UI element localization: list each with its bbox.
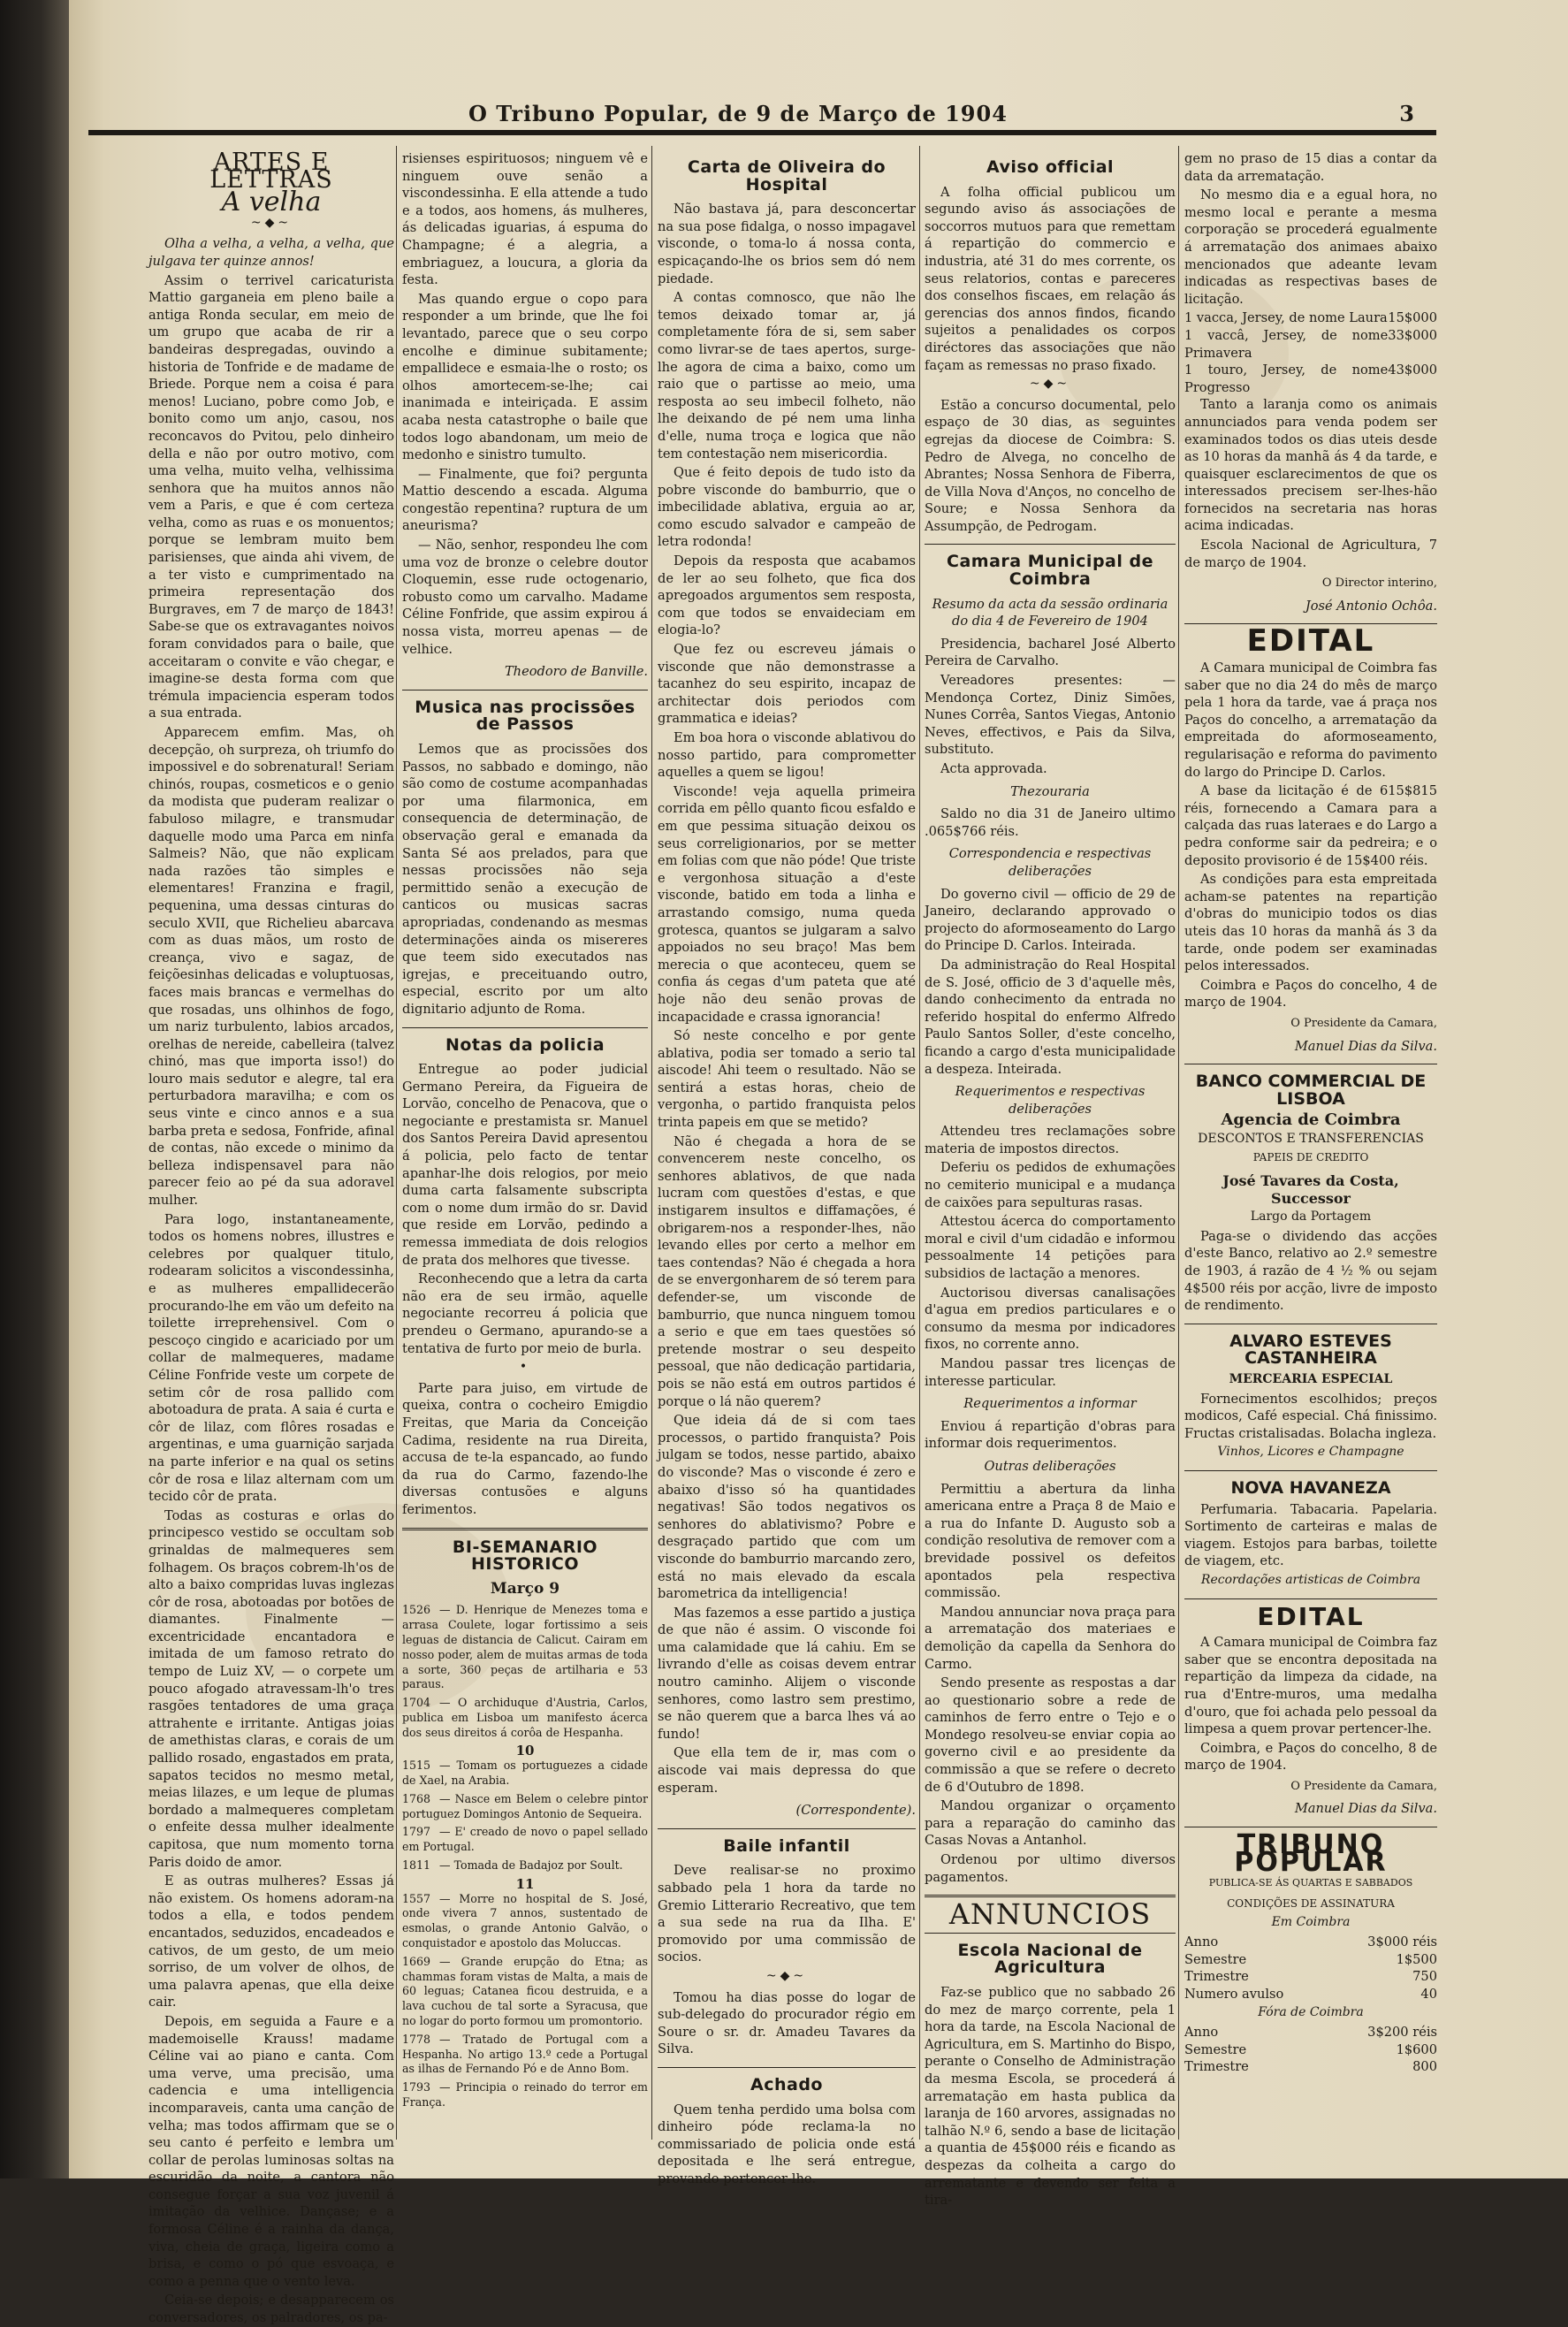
subheading-thezouraria: Thezouraria (1010, 783, 1090, 799)
paragraph: Não é chegada a hora de se convencerem neste concelho, os senhores ablativos, de que nada lucram com questões d'estas, e que instigarem insultos e diffamações, é obrigarem-nos a responder-lhes, não levando elles por certo a melhor em taes contendas? Não é chegada a hora de se envergonharem de só terem para defender-se, um visconde de bamburrio, que nunca ninguem tomou a serio e que em taes questões só pretende mostrar o seu despeito pessoal, que não dedicação partidaria, pois se não está em outros partidos é porque o lá não querem? (658, 1133, 916, 1409)
divider (658, 2067, 916, 2068)
paragraph: Que é feito depois de tudo isto da pobre visconde do bamburrio, que o imbecilidade ablativa, erguia ao ar, como escudo salvador e campeão de letra rodonda! (658, 465, 916, 550)
ad-banco-sub: Agencia de Coimbra (1221, 1110, 1401, 1130)
signature: (Correspondente). (795, 1803, 916, 1819)
paragraph: Enviou á repartição d'obras para informar dois requerimentos. (925, 1418, 1176, 1452)
section-historico: BI-SEMANARIO HISTORICO (452, 1537, 598, 1575)
column-divider (396, 146, 397, 2140)
paragraph: Tomou ha dias posse do logar de sub-delegado do procurador régio em Soure o sr. dr. Amadeu Tavares da Silva. (658, 1989, 916, 2057)
paragraph: Deferiu os pedidos de exhumações no cemiterio municipal e a mudança de caixões para sepulturas rasas. (925, 1160, 1176, 1210)
section-edital: EDITAL (1246, 623, 1375, 660)
divider (1184, 1470, 1437, 1471)
historico-entry: 1793 — Principia o reinado do terror em França. (402, 2080, 648, 2110)
tribuno-title: TRIBUNO POPULAR (1234, 1829, 1388, 1878)
divider (402, 1027, 648, 1028)
paragraph: Para logo, instantaneamente, todos os homens nobres, illustres e celebres por qualquer titulo, rodearam solicitos a viscondessinha, e as mulheres empallidecerão procurando-lhe em vão um defeito na toilette irreprehensivel. Com o pescoço cingido e acariciado por um collar de malmequeres, madame Céline Fonfride veste um corpete de setim côr de rosa pallido com abotoadura de prata. A saia é curta e côr de lilaz, com flôres rosadas e argentinas, e uma guarnição sarjada na parte inferior e na qual os setins côr de rosa e lilaz alternam com um tecido côr de prata. (148, 1211, 394, 1505)
historico-entry: 1515 — Tomam os portuguezes a cidade de Xael, na Arabia. (402, 1759, 648, 1788)
ornament: • (519, 1360, 531, 1375)
paragraph: Perfumaria. Tabacaria. Papelaria. Sortimento de carteiras e malas de viagem. Estojos para barbas, toilette de viagem, etc. (1184, 1501, 1437, 1569)
section-camara-municipal: Camara Municipal de Coimbra (947, 552, 1153, 590)
paragraph: Vereadores presentes: — Mendonça Cortez, Diniz Simões, Nunes Corrêa, Santos Viegas, Antonio Neves, effectivos, e Pais da Silva, substituto. (925, 673, 1176, 758)
paragraph: Que ideia dá de si com taes processos, o partido franquista? Pois julgam se todos, nesse partido, abaixo do visconde? Mas o visconde é zero e abaixo d'isso só ha quantidades negativas! São todos negativos os senhores do ablativismo? Pobre e desgraçado partido que com um visconde do bamburrio marcando zero, está no mais elevado da escala barometrica da intelligencia! (658, 1413, 916, 1602)
paragraph: Reconhecendo que a letra da carta não era de seu irmão, aquelle negociante recorreu á policia que prendeu o Germano, apurando-se a tentativa de furto por meio de burla. (402, 1271, 648, 1356)
historico-day-label: 10 (515, 1743, 535, 1759)
section-policia: Notas da policia (445, 1034, 605, 1055)
section-annuncios: ANNUNCIOS (948, 1897, 1152, 1932)
price-row: Trimestre 750 (1184, 1969, 1437, 1985)
section-aviso-official: Aviso official (986, 157, 1115, 177)
paragraph: Escola Nacional de Agricultura, 7 de março de 1904. (1184, 538, 1437, 570)
paragraph: Coimbra e Paços do concelho, 4 de março de 1904. (1184, 977, 1437, 1011)
paragraph: Em boa hora o visconde ablativou do nosso partido, para comprometter aquelles a quem se ligou! (658, 730, 916, 781)
column-divider (919, 146, 920, 2140)
paragraph: Mas quando ergue o copo para responder a um brinde, que lhe foi levantado, parece que o seu corpo encolhe e diminue subitamente; empallidece e esmaia-lhe o rosto; os olhos amortecem-se-lhe; cai inanimada e inteiriçada. E assim acaba nesta catastrophe o baile que todos logo abandonam, um meio de medonho e sinistro tumulto. (402, 291, 648, 463)
paragraph: gem no praso de 15 dias a contar da data da arrematação. (1184, 151, 1437, 184)
tribuno-fora-coimbra: Fóra de Coimbra (1258, 2005, 1364, 2020)
paragraph: — Não, senhor, respondeu lhe com uma voz de bronze o celebre doutor Cloquemin, esse rude octogenario, robusto como um carvalho. Madame Céline Fonfride, que assim expirou á nossa vista, morreu apenas — de velhice. (402, 538, 648, 657)
paragraph: Quem tenha perdido uma bolsa com dinheiro póde reclama-la no commissariado de policia onde está depositada e lhe será entregue, provando pertencer-lhe. (658, 2102, 916, 2186)
tribuno-conditions: CONDIÇÕES DE ASSINATURA (1227, 1896, 1395, 1910)
ad-alvaro-title: ALVARO ESTEVES CASTANHEIRA (1229, 1331, 1392, 1369)
paragraph: Fornecimentos escolhidos; preços modicos, Café especial. Chá finissimo. Fructas cristalisadas. Bolacha ingleza. (1184, 1391, 1437, 1441)
paragraph: Lemos que as procissões dos Passos, no sabbado e domingo, não são como de costume acompanhadas por uma filarmonica, em consequencia de determinação, de observação geral e emanada da Santa Sé aos prelados, para que nessas procissões não seja permittido senão a execução de canticos ou musicas sacras apropriadas, condenando as mesmas determinações ainda os misereres que teem sido executados nas igrejas, e preceituando outro, especial, escrito por um alto dignitario adjunto de Roma. (402, 742, 648, 1017)
paragraph: Não bastava já, para desconcertar na sua pose fidalga, o nosso impagavel visconde, o toma-lo á nossa conta, espicaçando-lhe os brios sem dó nem piedade. (658, 202, 916, 286)
ad-alvaro-sub: MERCEARIA ESPECIAL (1229, 1372, 1393, 1386)
historico-entry: 1797 — E' creado de novo o papel sellado em Portugal. (402, 1825, 648, 1854)
ad-havaneza-line: Recordações artisticas de Coimbra (1200, 1572, 1421, 1587)
price-row: Semestre 1$600 (1184, 2041, 1437, 2057)
column-1 (148, 149, 394, 2326)
divider (925, 544, 1176, 545)
historico-entry: 1811 — Tomada de Badajoz por Soult. (402, 1858, 623, 1873)
paragraph: Estão a concurso documental, pelo espaço de 30 dias, as seguintes egrejas da diocese de Coimbra: S. Pedro de Alvega, no concelho de Abrantes; Nossa Senhora de Fiberra, de Villa Nova d'Anços, no concelho de Soure; e Nossa Senhora da Assumpção, de Pedrogam. (925, 397, 1176, 534)
historico-entry: 1778 — Tratado de Portugal com a Hespanha. No artigo 13.º cede a Portugal as ilhas de Fernando Pó e de Anno Bom. (402, 2032, 648, 2076)
paragraph: Parte para juiso, em virtude de queixa, contra o cocheiro Emigdio Freitas, que Maria da Conceição Cadima, residente na rua Direita, accusa de te-la espancado, ao fundo da rua do Carmo, fazendo-lhe diversas contusões e alguns ferimentos. (402, 1380, 648, 1517)
price-row: Numero avulso 40 (1184, 1986, 1437, 2002)
price-row: Trimestre 800 (1184, 2059, 1437, 2075)
paragraph: E as outras mulheres? Essas já não existem. Os homens adoram-na todos a ella, e todos pendem encantados, seduzidos, encadeados e cativos, de um gesto, de um meio sorriso, de um volver de olhos, de uma palavra apenas, que ella deixe cair. (148, 1873, 394, 2010)
ad-banco-line: DESCONTOS E TRANSFERENCIAS (1198, 1131, 1424, 1146)
column-5 (1184, 150, 1437, 2140)
signature: Manuel Dias da Silva. (1294, 1801, 1437, 1817)
divider (1184, 1598, 1437, 1599)
paragraph: Tanto a laranja como os animais annunciados para venda podem ser examinados todos os dias uteis desde as 10 horas da manhã ás 4 da tarde, e quaisquer esclarecimentos de que os interessados precisem ser-lhes-hão fornecidos na secretaria nas horas acima indicadas. (1184, 397, 1437, 534)
historico-entry: 1704 — O archiduque d'Austria, Carlos, publica em Lisboa um manifesto ácerca dos seus direitos á corôa de Hespanha. (402, 1696, 648, 1739)
animal-list (1184, 309, 1437, 396)
ad-havaneza-title: NOVA HAVANEZA (1230, 1477, 1391, 1498)
paragraph: A Camara municipal de Coimbra faz saber que se encontra depositada na repartição da limpeza da cidade, na rua d'Entre-muros, uma medalha d'ouro, que foi achada pelo pessoal da limpesa a quem provar pertencer-lhe. (1184, 1635, 1437, 1737)
paragraph: Mandou organizar o orçamento para a reparação do caminho das Casas Novas a Antanhol. (925, 1798, 1176, 1849)
ad-banco-name: José Tavares da Costa, Successor (1222, 1172, 1399, 1207)
paragraph: A contas comnosco, que não lhe temos deixado tomar ar, já completamente fóra de si, sem saber como livrar-se de taes apertos, surge-lhe agora de cima a baixo, como um raio que o partisse ao meio, uma resposta ao seu imbecil folheto, não lhe deixando de pé nem uma linha d'elle, numa troça e logica que não tem contestação nem misericordia. (658, 290, 916, 462)
section-achado: Achado (750, 2074, 823, 2094)
column-2 (402, 150, 648, 2140)
divider (402, 1528, 648, 1530)
subheading-requerimentos: Requerimentos e respectivas deliberações (955, 1084, 1146, 1117)
subheading-correspondencia: Correspondencia e respectivas deliberações (948, 846, 1152, 879)
paragraph: Mandou passar tres licenças de interesse particular. (925, 1356, 1176, 1389)
price-list (1184, 2024, 1437, 2076)
paragraph: Saldo no dia 31 de Janeiro ultimo .065$766 réis. (925, 806, 1176, 839)
paragraph: Sendo presente as respostas a dar ao questionario sobre a rede de caminhos de ferro entre o Tejo e o Mondego resolveu-se enviar copia ao governo civil e ao presidente da commissão a que se refere o decreto de 6 d'Outubro de 1898. (925, 1675, 1176, 1795)
section-escola-agricultura: Escola Nacional de Agricultura (957, 1940, 1143, 1978)
signature: José Antonio Ochôa. (1305, 598, 1437, 614)
paragraph: Visconde! veja aquella primeira corrida em pêllo quanto ficou esfaldo e em que pessima situação deixou os seus correligionarios, por se metter em folias com que não póde! Que triste e vergonhosa situação a d'este visconde, batido em toda a linha e arrastando comsigo, numa queda grotesca, quantos se julgaram a salvo appoiados no seu braço! Mas bem merecia o que aconteceu, quem se confia ás cegas d'um pateta que até hoje não deu senão provas de incapacidade e crassa ignorancia! (658, 783, 916, 1025)
paragraph: Só neste concelho e por gente ablativa, podia ser tomado a serio tal aiscode! Ahi teem o resultado. Não se sentirá a estas horas, cheio de vergonha, o partido franquista pelos trinta papeis em que se metido? (658, 1028, 916, 1131)
article-title-a-velha: A velha (221, 187, 322, 218)
paragraph: Da administração do Real Hospital de S. José, officio de 3 d'aquelle mês, dando conhecimento da entrada no referido hospital do enfermo Alfredo Paulo Santos Soller, d'este concelho, ficando a cargo d'esta municipalidade a despeza. Inteirada. (925, 957, 1176, 1077)
paragraph: Attendeu tres reclamações sobre materia de impostos directos. (925, 1124, 1176, 1156)
signature-title: O Presidente da Camara, (1290, 1779, 1437, 1793)
paragraph: Coimbra, e Paços do concelho, 8 de março de 1904. (1184, 1740, 1437, 1774)
divider (925, 1933, 1176, 1934)
paragraph: Deve realisar-se no proximo sabbado pela 1 hora da tarde no Gremio Litterario Recreativo, que tem a sua sede na rua da Ilha. E' promovido por uma commissão de socios. (658, 1863, 916, 1965)
paragraph: Todas as costuras e orlas do principesco vestido se occultam sob grinaldas de malmequeres sem folhagem. Os braços cobrem-lh'os de alto a baixo compridas luvas inglezas côr de rosa, abotoadas por botões de diamantes. Finalmente — excentricidade encantadora e imitada de um famoso retrato do tempo de Luiz XV, — o corpete um pouco afogado atravessam-lh'o tres rasgões tentadores de uma graça attrahente e irritante. Antigas joias de amethistas claras, e corais de um pallido rosado, engastados em prata, sapatos tecidos no mesmo metal, meias lilazes, e um leque de plumas bordado a malmequeres completam o enfeite dessa mulher idealmente capitosa, que num momento torna Paris doido de amor. (148, 1507, 394, 1870)
paragraph: Depois, em seguida a Faure e a mademoiselle Krauss! madame Céline vai ao piano e canta. Com uma verve, uma precisão, uma cadencia e uma intelligencia incomparaveis, canta uma canção de velha; mas todos affirmam que se o seu canto é perfeito e lembra um collar de perolas luminosas soltas na escuridão da noite, a cantora não consegue forçar a sua voz juvenil á imitação da velhice. Dançase; e a formosa Céline é a rainha da dança, viva, cheia de graça, ligeira como a brisa, e como o pó que esvoaça, e como a penna que o vento leva. (148, 2013, 394, 2289)
signature: Manuel Dias da Silva. (1294, 1038, 1437, 1054)
paragraph: As condições para esta empreitada acham-se patentes na repartição d'obras do municipio todos os dias uteis das 10 horas da manhã ás 3 da tarde, onde podem ser examinadas pelos interessados. (1184, 872, 1437, 974)
price-row: Anno 3$000 réis (1184, 1934, 1437, 1950)
divider (658, 1828, 916, 1829)
subheading-outras: Outras deliberações (984, 1458, 1116, 1474)
section-musica: Musica nas procissões de Passos (415, 697, 636, 735)
ornament: ~◆~ (765, 1968, 808, 1983)
paragraph: — Finalmente, que foi? pergunta Mattio descendo a escada. Alguma congestão repentina? ruptura de um aneurisma? (402, 466, 648, 534)
historico-entry: 1669 — Grande erupção do Etna; as chammas foram vistas de Malta, a mais de 60 leguas; Catanea ficou destruida, e a lava cuchou de tal sorte a Syracusa, que no logar do porto formou um promontorio. (402, 1954, 648, 2028)
animal-row: 1 vacca, Jersey, de nome Laura 15$000 (1184, 310, 1437, 326)
paragraph: Acta approvada. (940, 761, 1047, 776)
paragraph: risienses espirituosos; ninguem vê e ninguem ouve senão a viscondessinha. E ella attende a tudo e a todos, aos homens, ás mulheres, ás delicadas iguarias, á espuma do Champagne; é a alegria, a embriaguez, a loucura, a gloria da festa. (402, 151, 648, 288)
paragraph: Attestou ácerca do comportamento moral e civil d'um cidadão e informou pessoalmente 14 petições para subsidios de lactação a menores. (925, 1214, 1176, 1282)
ornament: ~◆~ (1029, 377, 1071, 392)
paragraph: Depois da resposta que acabamos de ler ao seu folheto, que fica dos apregoados argumentos sem resposta, com que todos se envaideciam em elogia-lo? (658, 553, 916, 638)
paragraph: A Camara municipal de Coimbra fas saber que no dia 24 do mês de março pela 1 hora da tarde, vae á praça nos Paços do concelho, a arrematação da empreitada do aformoseamento, regularisação e reforma do pavimento do largo do Principe D. Carlos. (1184, 660, 1437, 780)
paragraph: Auctorisou diversas canalisações d'agua em predios particulares e o consumo da mesma por indicadores fixos, no corrente anno. (925, 1285, 1176, 1353)
ad-banco-line: PAPEIS DE CREDITO (1252, 1151, 1369, 1164)
paragraph: Do governo civil — officio de 29 de Janeiro, declarando approvado o projecto do aformoseamento do Largo do Principe D. Carlos. Inteirada. (925, 886, 1176, 954)
column-divider (1178, 146, 1179, 2140)
paragraph: A folha official publicou um segundo aviso ás associações de soccorros mutuos para que remettam á repartição do commercio e industria, até 31 do mes corrente, os seus relatorios, contas e pareceres dos conselhos fiscaes, em relação ás gerencias dos annos findos, ficando sujeitos a penalidades os corpos diréctores das associações que não façam as remessas no praso fixado. (925, 184, 1176, 373)
paragraph: Que fez ou escreveu jámais o visconde que não demonstrasse a tacanhez do seu espirito, incapaz de architectar dois periodos com grammatica e ideias? (658, 642, 916, 727)
paragraph: Presidencia, bacharel José Alberto Pereira de Carvalho. (925, 636, 1176, 669)
column-4 (925, 150, 1176, 2209)
paragraph: Permittiu a abertura da linha americana entre a Praça 8 de Maio e a rua do Infante D. Augusto sob a condição resolutiva de remover com a brevidade possivel os defeitos apontados pela respectiva commissão. (925, 1481, 1176, 1601)
animal-row: 1 vaccâ, Jersey, de nome Primavera 33$000 (1184, 327, 1437, 361)
epigraph: Olha a velha, a velha, a velha, que julgava ter quinze annos! (148, 236, 394, 269)
paragraph: Mandou annunciar nova praça para a arrematação dos materiaes e demolição da capella da Senhora do Carmo. (925, 1604, 1176, 1672)
paragraph: Faz-se publico que no sabbado 26 do mez de março corrente, pela 1 hora da tarde, na Escola Nacional de Agricultura, em S. Martinho do Bispo, perante o Conselho de Administração da mesma Escola, se procederá á arrematação em hasta publica da laranja de 160 arvores, assignadas no talhão N.º 6, sendo a base de licitação a quantia de 45$000 réis e ficando as despezas da colheita a cargo do arrematante e devendo ser feita a tira- (925, 1985, 1176, 2209)
paragraph: A base da licitação é de 615$815 réis, fornecendo a Camara para a calçada das ruas lateraes e do Largo a pedra conforme sair da pedreira; e o deposito provisorio é de 15$400 réis. (1184, 783, 1437, 868)
column-divider (651, 146, 652, 2140)
paragraph: Ceia-se depois; e desapparecem os conversadores, os palradores, os pa- (148, 2293, 394, 2326)
paragraph: Assim o terrivel caricaturista Mattio garganeia em pleno baile a antiga Ronda secular, em meio de um grupo que acaba de rir a bandeiras despregadas, ouvindo a historia de Tonfride e de madame de Briede. Porque nem a coisa é para menos! Luciano, pobre como Job, e bonito como um anjo, casou, nos reconcavos do Pvitou, pelo dinheiro della e não por outro motivo, com uma velha, muito velha, velhissima senhora que ha muitos annos não vem a Paris, e que é com certeza velha, como as ruas e os monuentos; porque se lembram muito bem parisienses, que ainda ahi vivem, de a ter visto e cumprimentado na primeira representação dos Burgraves, em 7 de março de 1843! Sabe-se que os extravagantes noivos foram convidados para o baile, que acceitaram o convite e vão chegar, e imagine-se desta forma com que trémula impaciencia esperam todos a sua entrada. (148, 272, 394, 721)
section-baile-infantil: Baile infantil (723, 1835, 850, 1856)
historico-entry: 1768 — Nasce em Belem o celebre pintor portuguez Domingos Antonio de Sequeira. (402, 1791, 648, 1820)
section-artes-e-lettras: ARTES E LETTRAS (209, 149, 333, 194)
tribuno-em-coimbra: Em Coimbra (1271, 1915, 1351, 1930)
signature-title: O Director interino, (1321, 576, 1437, 591)
historico-month: Março 9 (490, 1579, 560, 1598)
paragraph: No mesmo dia e a egual hora, no mesmo local e perante a mesma corporação se procederá egualmente á arrematação dos animaes abaixo mencionados que adeante levam indicadas as respectivas bases de licitação. (1184, 187, 1437, 307)
signature: Theodoro de Banville. (504, 664, 648, 680)
column-3 (658, 150, 916, 2186)
paragraph: Paga-se o dividendo das acções d'este Banco, relativo ao 2.º semestre de 1903, á razão de 4 ½ % ou sejam 4$500 réis por acção, livre de imposto de rendimento. (1184, 1228, 1437, 1314)
paragraph: Apparecem emfim. Mas, oh decepção, oh surpreza, oh triumfo do impossivel e do sobrenatural! Seriam chinós, roupas, cosmeticos e o genio da modista que puderam realizar o fabuloso milagre, e transmudar daquelle modo uma Parca em ninfa Salmeis? Não, que não explicam nada razões tão simples e elementares! Franzina e fragil, pequenina, uma dessas cinturas do seculo XVII, que Richelieu abarcava com as duas mãos, um rosto de creança, vivo e sagaz, de feiçõesinhas delicadas e voluptuosas, faces mais brancas e vermelhas do que rosadas, uns olhinhos de fogo, um nariz turbulento, labios arcados, orelhas de nereide, cabelleira (talvez chinó, mas que importa isso!) do louro mais sedutor e alegre, tal era perturbadora maravilha; e com os seus vinte e cinco annos e a sua barba preta e sedosa, Fonfride, afinal de contas, não excede o minimo da belleza indispensavel para não parecer feio ao pé da sua adoravel mulher. (148, 725, 394, 1209)
ad-banco-title: BANCO COMMERCIAL DE LISBOA (1195, 1072, 1427, 1109)
tribuno-sub: PUBLICA-SE ÁS QUARTAS E SABBADOS (1208, 1877, 1413, 1889)
historico-entry: 1557 — Morre no hospital de S. José, onde vivera 7 annos, sustentado de esmolas, o grande Antonio Galvão, o conquistador e apostolo das Moluccas. (402, 1891, 648, 1950)
historico-entry: 1526 — D. Henrique de Menezes toma e arrasa Coulete, logar fortissimo a seis leguas de distancia de Calicut. Cairam em nosso poder, alem de muitas armas de toda a sorte, 360 peças de artilharia e 53 paraus. (402, 1603, 648, 1691)
price-list (1184, 1934, 1437, 2003)
ad-banco-address: Largo da Portagem (1250, 1209, 1372, 1225)
header-rule (88, 130, 1436, 135)
subheading-informar: Requerimentos a informar (963, 1396, 1137, 1412)
price-row: Anno 3$200 réis (1184, 2025, 1437, 2040)
historico-list (402, 1603, 648, 2110)
animal-row: 1 touro, Jersey, de nome Progresso 43$000 (1184, 362, 1437, 395)
ornament: ~◆~ (250, 215, 293, 230)
camara-subtitle: Resumo da acta da sessão ordinaria do dia 4 de Fevereiro de 1904 (932, 596, 1168, 629)
page-number: 3 (1399, 101, 1414, 126)
price-row: Semestre 1$500 (1184, 1951, 1437, 1967)
paragraph: Entregue ao poder judicial Germano Pereira, da Figueira de Lorvão, concelho de Penacova, que o negociante e prestamista sr. Manuel dos Santos Pereira David apresentou á policia, pelo facto de tentar apanhar-lhe dois relogios, por meio duma carta falsamente subscripta com o nome dum irmão do sr. David que reside em Lorvão, pedindo a remessa immediata de dois relogios de prata dos melhores que tivesse. (402, 1062, 648, 1268)
newspaper-title: O Tribuno Popular, de 9 de Março de 1904 (468, 101, 1008, 126)
section-edital-2: EDITAL (1257, 1601, 1365, 1631)
section-carta-oliveira: Carta de Oliveira do Hospital (687, 157, 887, 195)
paragraph: Que ella tem de ir, mas com o aiscode vai mais depressa do que esperam. (658, 1745, 916, 1796)
historico-day-label: 11 (515, 1875, 535, 1892)
page-header (88, 95, 1414, 131)
book-spine (0, 0, 69, 2178)
paragraph: Ordenou por ultimo diversos pagamentos. (925, 1852, 1176, 1885)
ad-alvaro-line: Vinhos, Licores e Champagne (1217, 1445, 1404, 1460)
paragraph: Mas fazemos a esse partido a justiça de que não é assim. O visconde foi uma calamidade que lá cahiu. Em se livrando d'elle as coisas devem entrar noutro caminho. Alijem o visconde senhores, como lastro sem prestimo, se não querem que a barca lhes vá ao fundo! (658, 1605, 916, 1742)
signature-title: O Presidente da Camara, (1290, 1016, 1437, 1030)
